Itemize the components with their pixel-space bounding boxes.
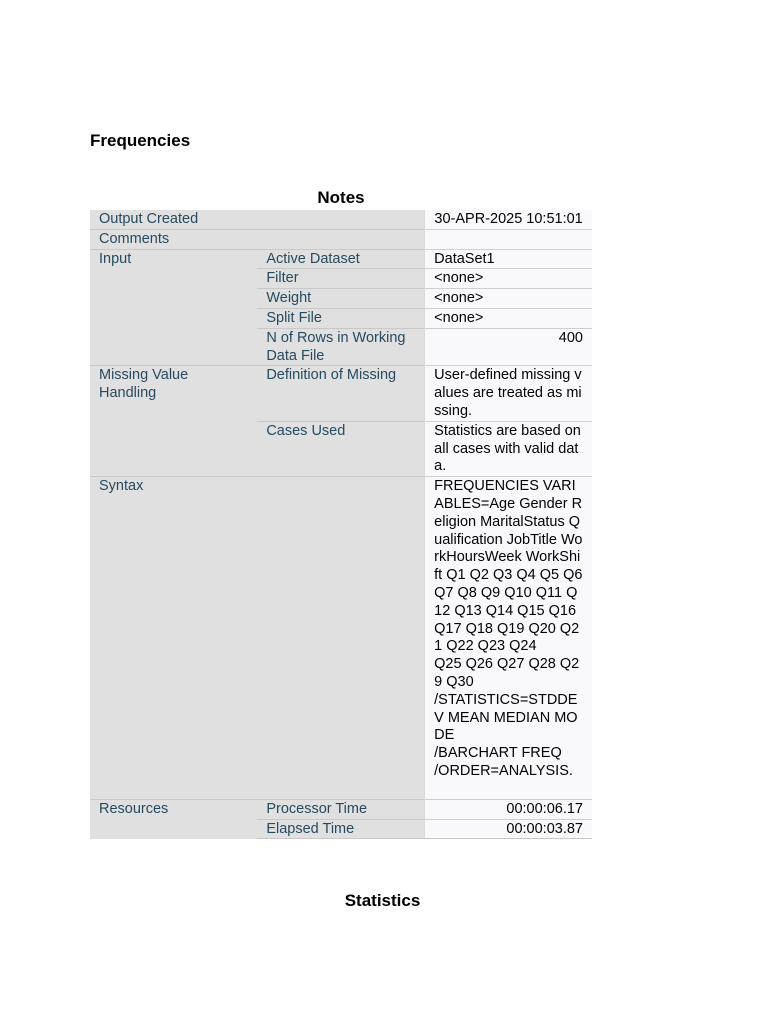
value-syntax: FREQUENCIES VARIABLES=Age Gender Religion MaritalStatus Qualification JobTitle WorkHoursWeek WorkShift Q1 Q2 Q3 Q4 Q5 Q6 Q7 Q8 Q9 Q10 Q11 Q12 Q13 Q14 Q15 Q16 Q17 Q18 Q19 Q20 Q21 Q22 Q23 Q24 Q25 Q26 Q27 Q28 Q29 Q30 /STATISTICS=STDDEV MEAN MEDIAN MODE /BARCHART FREQ /ORDER=ANALYSIS. (425, 477, 592, 800)
row-label-missing-value-handling: Missing Value Handling (90, 366, 257, 477)
value-cases-used: Statistics are based on all cases with valid data. (425, 421, 592, 476)
table-row-syntax (90, 477, 592, 800)
value-filter: <none> (425, 269, 592, 289)
value-processor-time: 00:00:06.17 (425, 799, 592, 819)
row-label-syntax: Syntax (90, 477, 425, 800)
row-label-output-created: Output Created (90, 210, 425, 229)
section-heading: Frequencies (90, 131, 191, 150)
sub-label-split-file: Split File (257, 308, 424, 328)
table-row-processor-time (90, 799, 592, 819)
sub-label-filter: Filter (257, 269, 424, 289)
sub-label-elapsed-time: Elapsed Time (257, 819, 424, 839)
statistics-table-title: Statistics (344, 891, 421, 910)
sub-label-processor-time: Processor Time (257, 799, 424, 819)
sub-label-active-dataset: Active Dataset (257, 249, 424, 269)
sub-label-n-rows: N of Rows in Working Data File (257, 328, 424, 366)
value-comments (425, 229, 592, 249)
row-label-comments: Comments (90, 229, 425, 249)
value-output-created: 30-APR-2025 10:51:01 (425, 210, 592, 229)
table-row-definition-of-missing (90, 366, 592, 421)
value-weight: <none> (425, 289, 592, 309)
notes-table-title: Notes (317, 188, 365, 207)
notes-table (90, 210, 592, 839)
value-n-rows: 400 (425, 328, 592, 366)
row-label-resources: Resources (90, 799, 257, 839)
table-row-active-dataset (90, 249, 592, 269)
sub-label-definition-of-missing: Definition of Missing (257, 366, 424, 421)
value-elapsed-time: 00:00:03.87 (425, 819, 592, 839)
value-split-file: <none> (425, 308, 592, 328)
value-active-dataset: DataSet1 (425, 249, 592, 269)
value-definition-of-missing: User-defined missing values are treated as missing. (425, 366, 592, 421)
table-row-comments (90, 229, 592, 249)
sub-label-weight: Weight (257, 289, 424, 309)
row-label-input: Input (90, 249, 257, 366)
sub-label-cases-used: Cases Used (257, 421, 424, 476)
table-row-output-created (90, 210, 592, 229)
